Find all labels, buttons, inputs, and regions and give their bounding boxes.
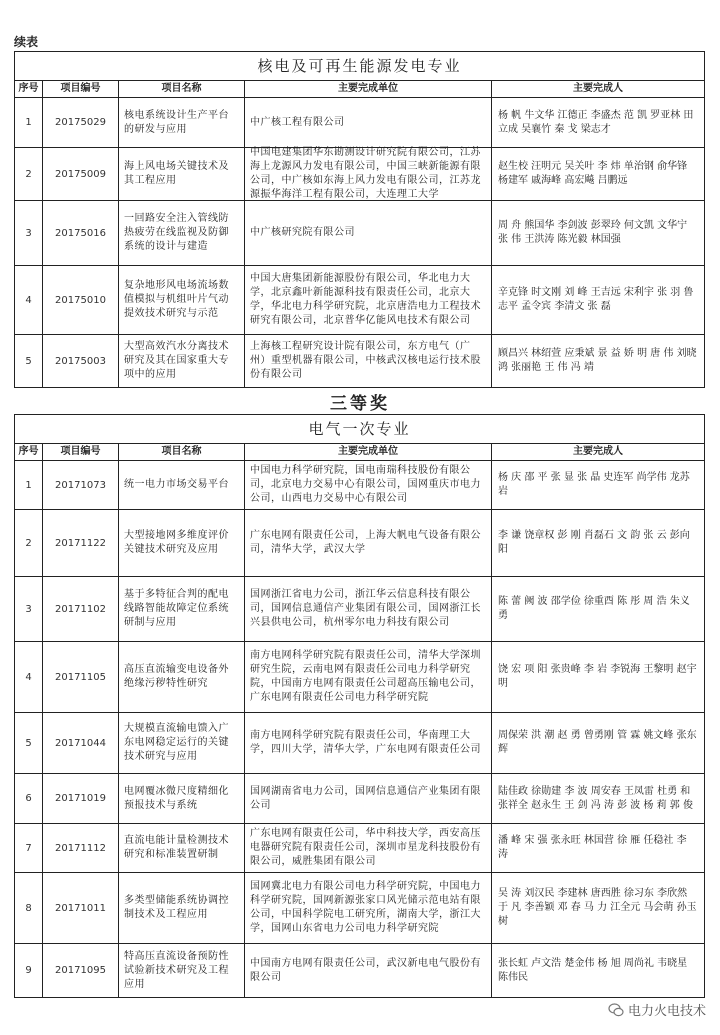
table-row [15, 713, 704, 774]
row-project-name: 核电系统设计生产平台的研发与应用 [119, 98, 245, 147]
row-code: 20171019 [43, 774, 119, 823]
table-body [15, 461, 704, 997]
header-seq: 序号 [15, 444, 43, 460]
row-seq: 1 [15, 461, 43, 509]
row-people: 陆佳政 徐勋建 李 波 周安春 王凤雷 杜勇 和 张祥全 赵永生 王 剑 冯 涛 彭 波 杨 莉 郭 俊 [498, 785, 693, 811]
section-title: 电气一次专业 [15, 415, 704, 444]
header-unit: 主要完成单位 [245, 81, 492, 97]
row-units: 中国电建集团华东勘测设计研究院有限公司，江苏海上龙源风力发电有限公司，中国三峡新能源有限公司，中广核如东海上风力发电有限公司，江苏龙源振华海洋工程有限公司，大连理工大学 [245, 148, 492, 200]
row-code: 20175029 [43, 98, 119, 147]
row-units: 国网湖南省电力公司，国网信息通信产业集团有限公司 [245, 774, 492, 823]
section-title: 核电及可再生能源发电专业 [15, 52, 704, 81]
row-people: 吴 涛 刘汉民 李建林 唐西胜 徐习东 李欣然 于 凡 李善颖 邓 春 马 力 江全元 马会萌 孙玉树 [498, 888, 697, 927]
table-header [15, 81, 704, 98]
row-units: 广东电网有限责任公司，华中科技大学，西安高压电器研究院有限责任公司，深圳市星龙科技股份有限公司，威胜集团有限公司 [245, 824, 492, 872]
row-units: 国网冀北电力有限公司电力科学研究院，中国电力科学研究院，国网新源张家口风光储示范电站有限公司，中国科学院电工研究所，湖南大学，浙江大学，国网山东省电力公司电力科学研究院 [245, 873, 492, 943]
row-seq: 7 [15, 824, 43, 872]
row-seq: 5 [15, 713, 43, 773]
row-project-name: 大规模直流输电馈入广东电网稳定运行的关键技术研究与应用 [119, 713, 245, 773]
row-seq: 8 [15, 873, 43, 943]
row-people: 杨 庆 邵 平 张 显 张 晶 史连军 尚学伟 龙苏岩 [498, 472, 690, 497]
row-people: 顾昌兴 林绍萱 应秉斌 景 益 娇 明 唐 伟 刘晓鸿 张丽艳 王 伟 冯 靖 [498, 348, 697, 373]
section-electrical-primary [14, 414, 705, 998]
row-people: 杨 帆 牛文华 江德正 李盛杰 范 凯 罗亚林 田立成 吴襄竹 秦 戈 梁志才 [498, 109, 694, 135]
header-people: 主要完成人 [573, 83, 623, 94]
row-seq: 6 [15, 774, 43, 823]
row-project-name: 复杂地形风电场流场数值模拟与机组叶片气动提效技术研究与示范 [119, 266, 245, 334]
header-name: 项目名称 [119, 81, 245, 97]
row-project-name: 大型高效汽水分离技术研究及其在国家重大专项中的应用 [119, 335, 245, 387]
table-row [15, 944, 704, 997]
table-row [15, 98, 704, 148]
row-code: 20171073 [43, 461, 119, 509]
row-project-name: 特高压直流设备预防性试验新技术研究及工程应用 [119, 944, 245, 997]
row-code: 20175009 [43, 148, 119, 200]
row-code: 20171122 [43, 510, 119, 576]
row-seq: 3 [15, 201, 43, 265]
row-project-name: 海上风电场关键技术及其工程应用 [119, 148, 245, 200]
continued-label: 续表 [14, 35, 39, 49]
row-seq: 9 [15, 944, 43, 997]
row-code: 20175010 [43, 266, 119, 334]
header-code: 项目编号 [43, 444, 119, 460]
table-row [15, 577, 704, 642]
table-row [15, 335, 704, 387]
row-code: 20171011 [43, 873, 119, 943]
row-units: 中广核工程有限公司 [245, 98, 492, 147]
award-title: 三等奖 [330, 394, 390, 414]
row-code: 20171105 [43, 642, 119, 712]
table-row [15, 824, 704, 873]
row-project-name: 高压直流输变电设备外绝缘污秽特性研究 [119, 642, 245, 712]
table-row [15, 461, 704, 510]
table-row [15, 201, 704, 266]
table-row [15, 266, 704, 335]
row-seq: 3 [15, 577, 43, 641]
row-seq: 4 [15, 266, 43, 334]
row-seq: 2 [15, 148, 43, 200]
header-code: 项目编号 [43, 81, 119, 97]
row-people: 赵生校 汪明元 吴关叶 李 炜 单治钢 俞华锋 杨建军 戚海峰 高宏飚 吕鹏远 [498, 161, 688, 186]
row-units: 上海核工程研究设计院有限公司，东方电气（广州）重型机器有限公司，中核武汉核电运行技术股份有限公司 [245, 335, 492, 387]
table-row [15, 642, 704, 713]
row-people: 李 谦 饶章权 彭 刚 肖磊石 文 韵 张 云 彭向阳 [498, 530, 690, 555]
row-code: 20171112 [43, 824, 119, 872]
row-project-name: 统一电力市场交易平台 [119, 461, 245, 509]
row-project-name: 多类型储能系统协调控制技术及工程应用 [119, 873, 245, 943]
row-people: 周 舟 熊国华 李剑波 彭翠玲 何文凯 文华宁 张 伟 王洪涛 陈光毅 林国强 [498, 220, 688, 245]
row-project-name: 基于多特征合判的配电线路智能故障定位系统研制与应用 [119, 577, 245, 641]
wechat-icon [608, 1002, 624, 1018]
table-row [15, 774, 704, 824]
row-seq: 5 [15, 335, 43, 387]
row-people: 张长虹 卢文浩 楚金伟 杨 旭 周尚礼 韦晓星 陈伟民 [498, 957, 688, 983]
row-people: 周保荣 洪 潮 赵 勇 曾勇刚 管 霖 姚文峰 张东辉 [498, 730, 697, 755]
row-units: 国网浙江省电力公司，浙江华云信息科技有限公司，国网信息通信产业集团有限公司，国网浙江长兴县供电公司，杭州零尔电力科技有限公司 [245, 577, 492, 641]
row-code: 20171044 [43, 713, 119, 773]
row-project-name: 电网覆冰微尺度精细化预报技术与系统 [119, 774, 245, 823]
header-people: 主要完成人 [573, 446, 623, 457]
row-units: 中国电力科学研究院，国电南瑞科技股份有限公司，北京电力交易中心有限公司，国网重庆市电力公司，山西电力交易中心有限公司 [245, 461, 492, 509]
row-people: 辛克锋 时文刚 刘 峰 王吉远 宋利宇 张 羽 鲁志平 孟令宾 李清文 张 磊 [498, 287, 694, 312]
table-row [15, 510, 704, 577]
row-people: 潘 峰 宋 强 张永旺 林国营 徐 雁 任稳社 李 涛 [498, 835, 687, 860]
header-unit: 主要完成单位 [245, 444, 492, 460]
watermark-text: 电力火电技术 [627, 1004, 706, 1019]
table-row [15, 148, 704, 201]
row-units: 广东电网有限责任公司，上海大帆电气设备有限公司，清华大学，武汉大学 [245, 510, 492, 576]
row-units: 南方电网科学研究院有限责任公司，华南理工大学，四川大学，清华大学，广东电网有限责任公司 [245, 713, 492, 773]
header-name: 项目名称 [119, 444, 245, 460]
row-code: 20171095 [43, 944, 119, 997]
row-units: 南方电网科学研究院有限责任公司，清华大学深圳研究生院，云南电网有限责任公司电力科学研究院，中国南方电网有限责任公司超高压输电公司，广东电网有限责任公司电力科学研究院 [245, 642, 492, 712]
table-header [15, 444, 704, 461]
row-project-name: 一回路安全注入管线防热疲劳在线监视及防御系统的设计与建造 [119, 201, 245, 265]
header-seq: 序号 [15, 81, 43, 97]
row-code: 20175016 [43, 201, 119, 265]
row-units: 中国大唐集团新能源股份有限公司，华北电力大学，北京鑫叶新能源科技有限责任公司，北京大学，华北电力科学研究院，北京唐浩电力工程技术研究有限公司，北京普华亿能风电技术有限公司 [245, 266, 492, 334]
section-nuclear-renewable [14, 51, 705, 388]
row-project-name: 大型接地网多维度评价关键技术研究及应用 [119, 510, 245, 576]
table-row [15, 873, 704, 944]
row-people: 陈 蕾 阙 波 邵学俭 徐重酉 陈 彤 周 浩 朱义勇 [498, 596, 690, 621]
row-seq: 1 [15, 98, 43, 147]
row-project-name: 直流电能计量检测技术研究和标准装置研制 [119, 824, 245, 872]
row-code: 20175003 [43, 335, 119, 387]
row-code: 20171102 [43, 577, 119, 641]
watermark [608, 1000, 706, 1019]
row-people: 饶 宏 项 阳 张贵峰 李 岩 李锐海 王黎明 赵宇明 [498, 664, 697, 689]
row-units: 中国南方电网有限责任公司，武汉新电电气股份有限公司 [245, 944, 492, 997]
row-units: 中广核研究院有限公司 [245, 201, 492, 265]
row-seq: 4 [15, 642, 43, 712]
row-seq: 2 [15, 510, 43, 576]
table-body [15, 98, 704, 387]
